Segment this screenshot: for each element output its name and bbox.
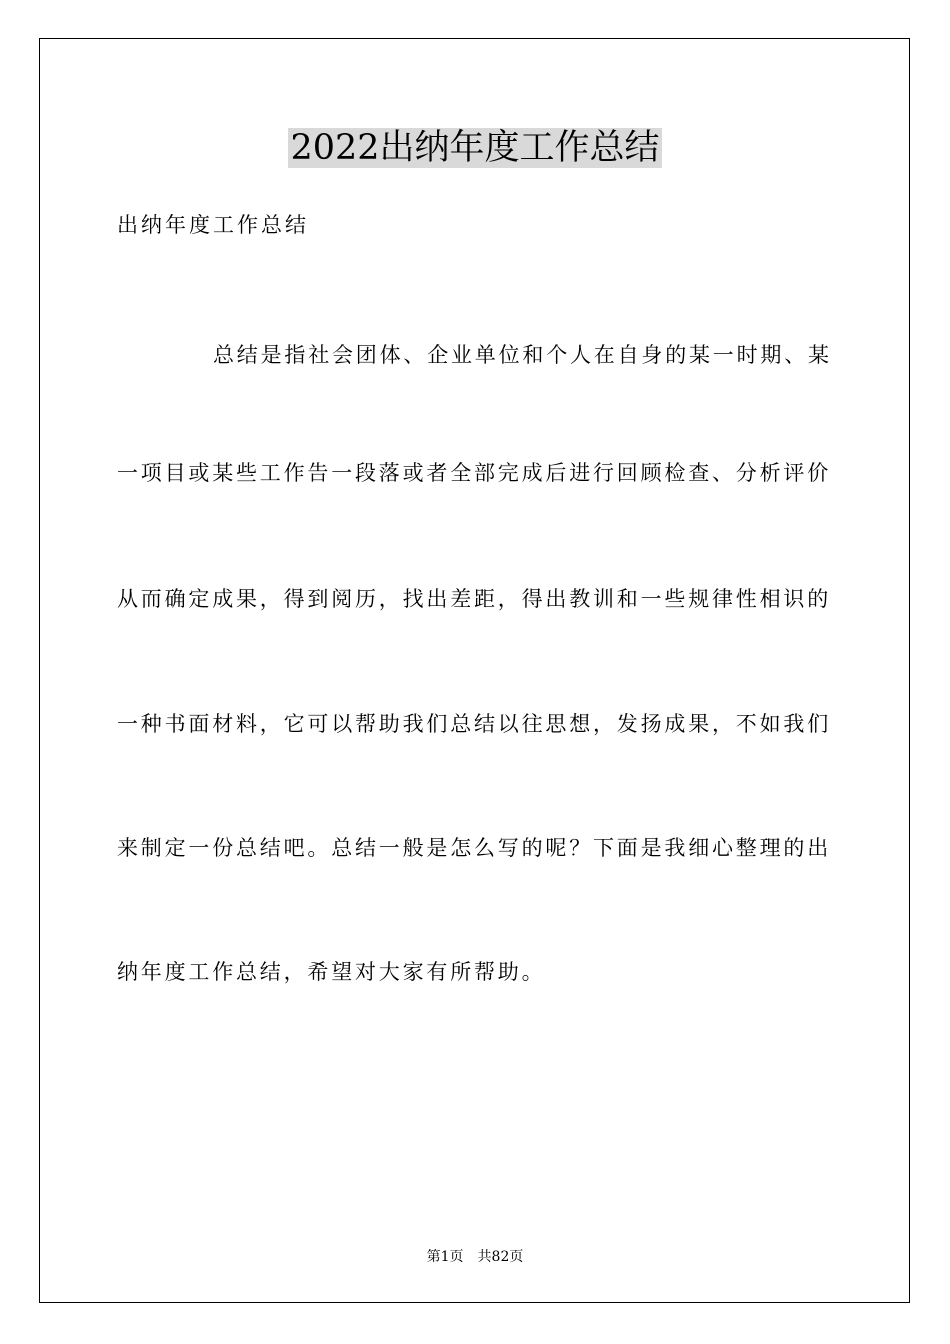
page-footer: 第1页 共82页 xyxy=(426,1249,524,1265)
document-title-text: 2022出纳年度工作总结 xyxy=(290,128,660,168)
body-line: 一种书面材料，它可以帮助我们总结以往思想，发扬成果，不如我们 xyxy=(117,712,831,736)
body-line: 一项目或某些工作告一段落或者全部完成后进行回顾检查、分析评价 xyxy=(117,461,831,485)
document-title xyxy=(0,126,950,170)
body-line: 从而确定成果，得到阅历，找出差距，得出教训和一些规律性相识的 xyxy=(117,587,831,611)
document-subtitle: 出纳年度工作总结 xyxy=(117,213,309,237)
body-line: 总结是指社会团体、企业单位和个人在自身的某一时期、某 xyxy=(213,343,832,367)
body-line: 来制定一份总结吧。总结一般是怎么写的呢？下面是我细心整理的出 xyxy=(117,836,831,860)
body-line: 纳年度工作总结，希望对大家有所帮助。 xyxy=(117,960,546,984)
